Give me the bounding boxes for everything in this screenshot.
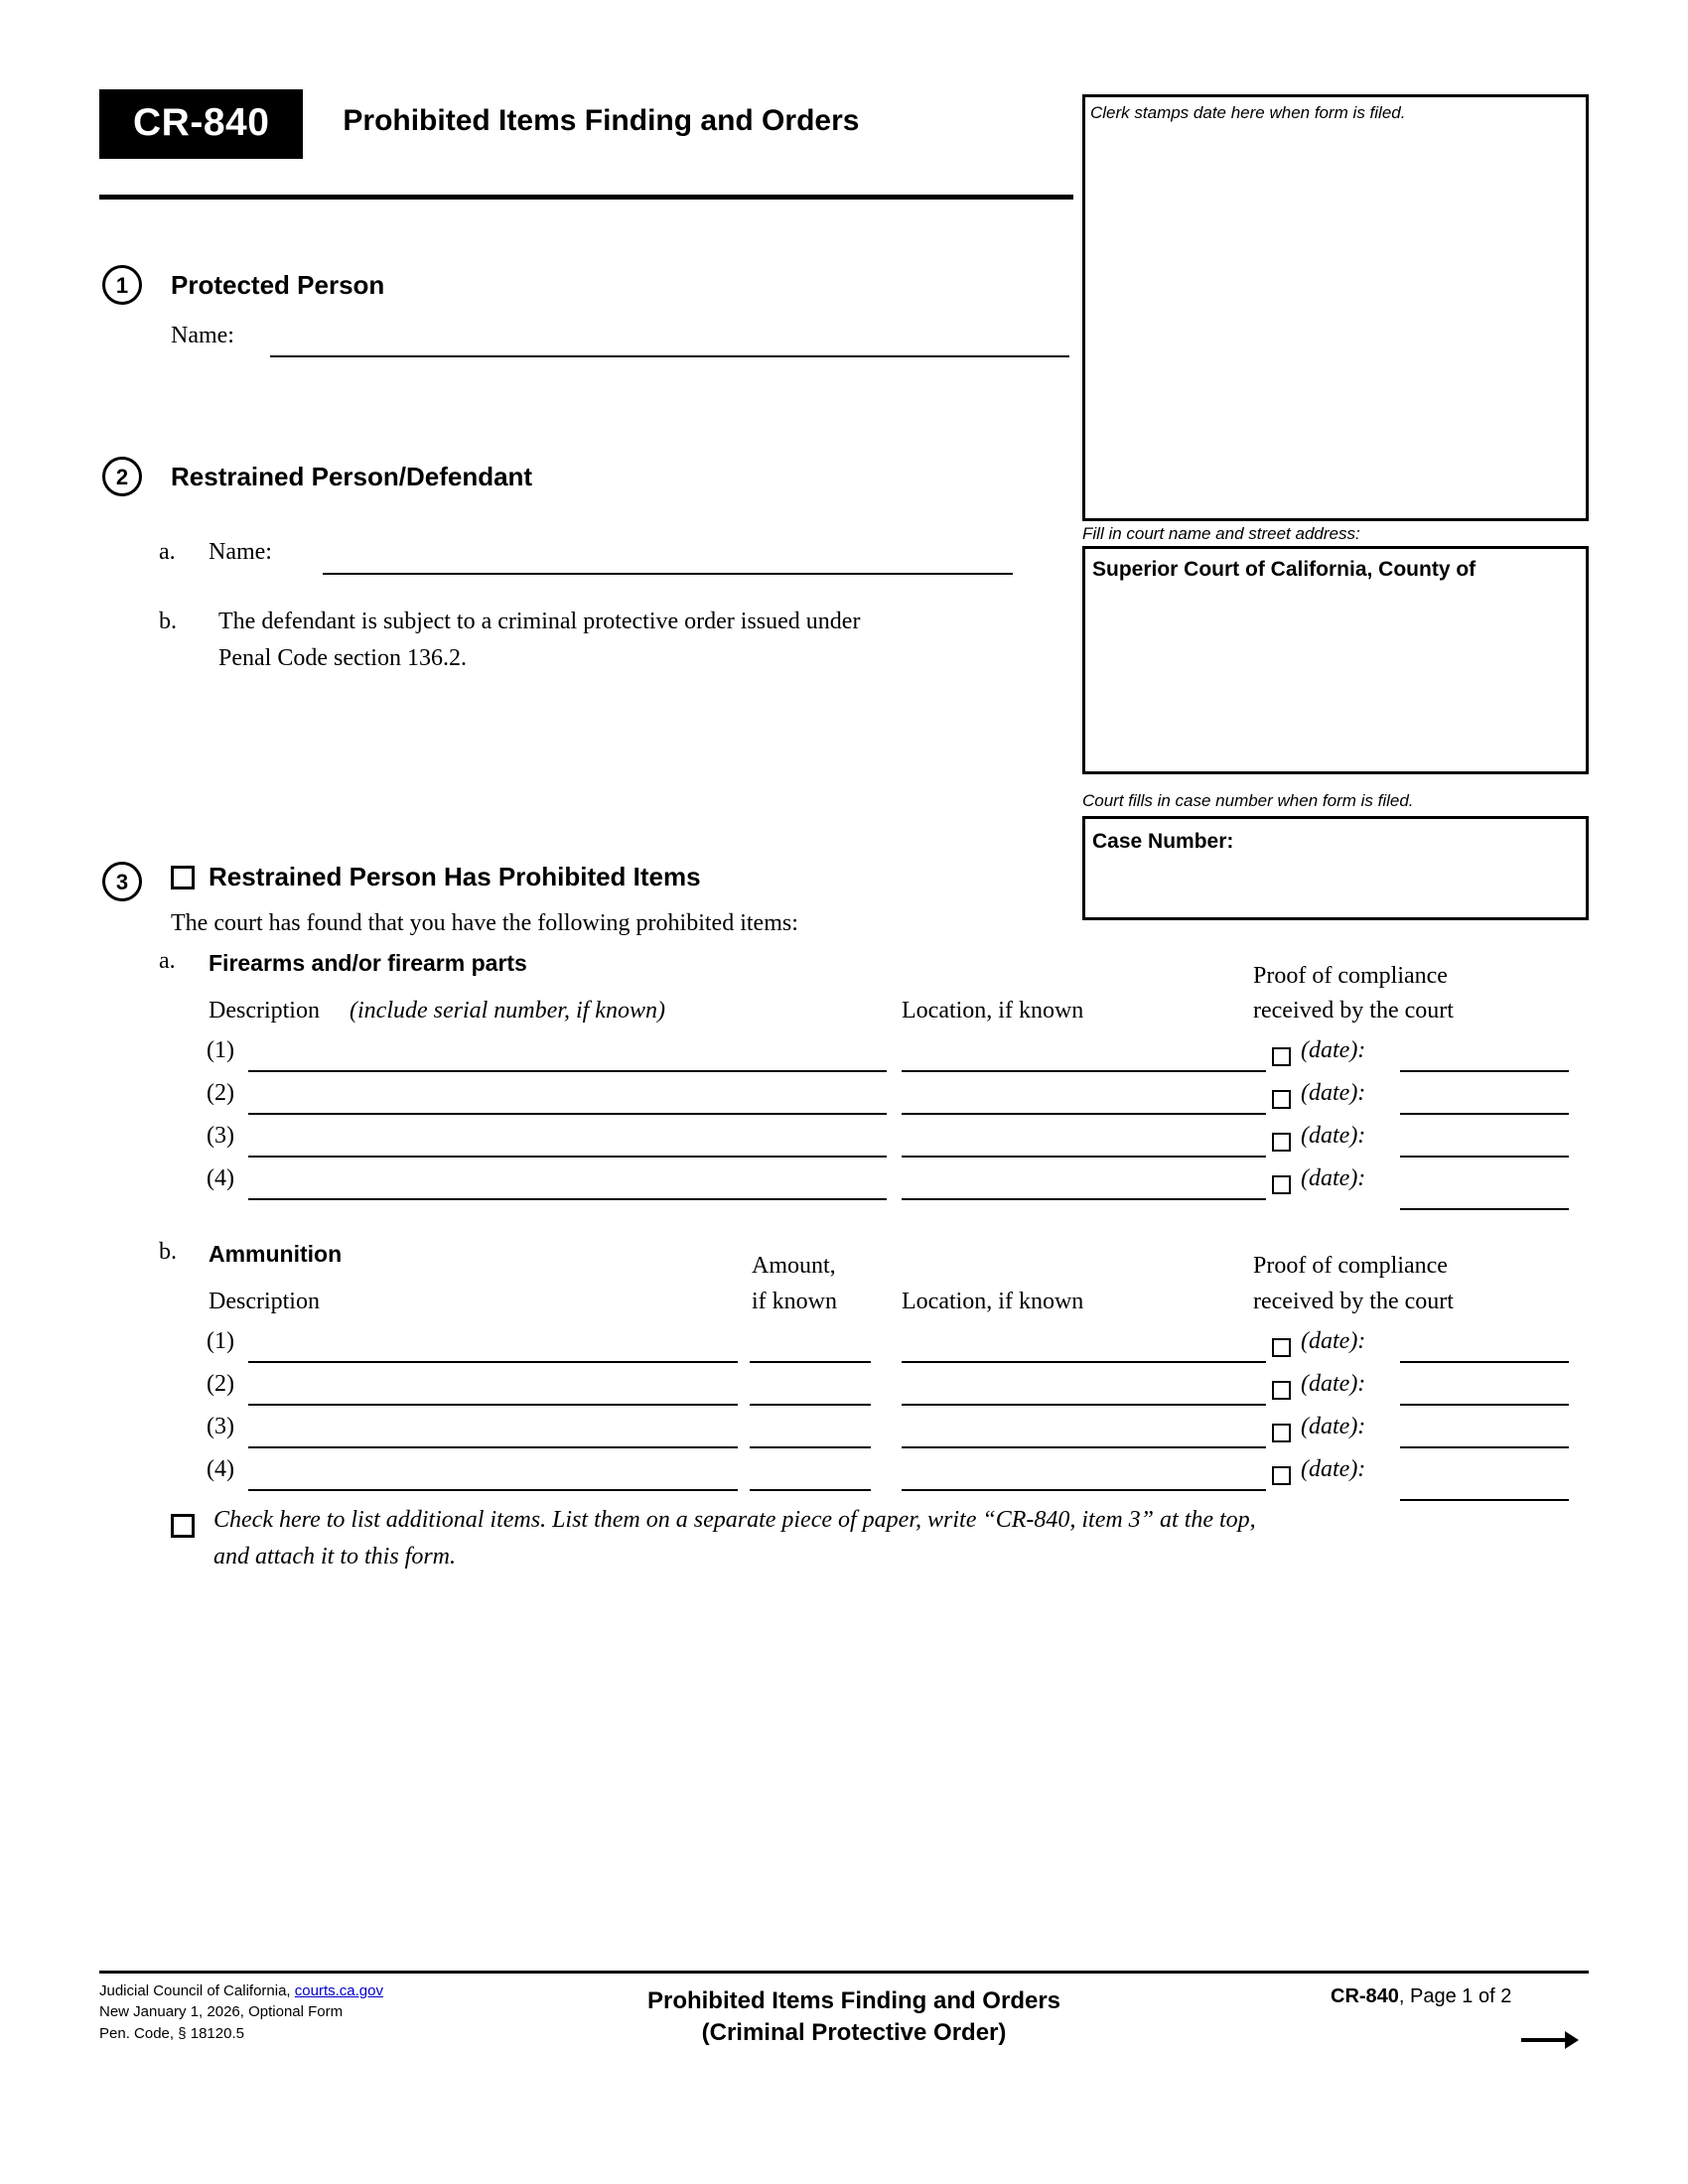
footer-title-line2: (Criminal Protective Order) — [701, 2019, 1007, 2047]
firearms-proof-line1: Proof of compliance — [1253, 963, 1448, 989]
additional-items-line1: Check here to list additional items. List them on a separate piece of paper, write “CR-840, item 3” at the top, — [213, 1507, 1256, 1533]
ammunition-proof-line1: Proof of compliance — [1253, 1253, 1448, 1279]
footer-divider — [99, 1971, 1589, 1974]
footer-form-number: CR-840 — [1331, 1985, 1399, 2007]
court-name-label: Superior Court of California, County of — [1092, 558, 1477, 581]
ammunition-row-2-number: (2) — [207, 1371, 234, 1397]
firearms-row-3-description-input[interactable] — [248, 1156, 887, 1158]
item-2b-letter: b. — [159, 609, 177, 634]
firearms-row-3-number: (3) — [207, 1123, 234, 1149]
firearms-row-1-proof-checkbox[interactable] — [1272, 1047, 1291, 1066]
form-title: Prohibited Items Finding and Orders — [343, 104, 860, 137]
ammunition-row-1-number: (1) — [207, 1328, 234, 1354]
item-2b-text-line1: The defendant is subject to a criminal protective order issued under — [218, 609, 861, 634]
form-header — [99, 89, 1072, 159]
firearms-row-2-description-input[interactable] — [248, 1113, 887, 1115]
ammunition-row-1-date-label: (date): — [1301, 1328, 1366, 1354]
ammunition-row-4-proof-checkbox[interactable] — [1272, 1466, 1291, 1485]
ammunition-row-1-proof-checkbox[interactable] — [1272, 1338, 1291, 1357]
courts-website-link[interactable]: courts.ca.gov — [294, 1982, 383, 1999]
ammunition-row-4-amount-input[interactable] — [750, 1489, 871, 1491]
ammunition-row-4-date-input[interactable] — [1400, 1499, 1569, 1501]
protected-person-name-input[interactable] — [270, 355, 1069, 357]
firearms-row-4-location-input[interactable] — [902, 1198, 1266, 1200]
ammunition-row-2-proof-checkbox[interactable] — [1272, 1381, 1291, 1400]
ammunition-row-1-location-input[interactable] — [902, 1361, 1266, 1363]
ammunition-location-label: Location, if known — [902, 1289, 1084, 1314]
clerk-stamp-note: Clerk stamps date here when form is filed. — [1090, 103, 1406, 122]
additional-items-line2: and attach it to this form. — [213, 1544, 457, 1570]
firearms-row-1-description-input[interactable] — [248, 1070, 887, 1072]
ammunition-row-1-description-input[interactable] — [248, 1361, 738, 1363]
footer-right-block — [1331, 1985, 1511, 2008]
ammunition-description-label: Description — [209, 1289, 320, 1314]
firearms-row-2-location-input[interactable] — [902, 1113, 1266, 1115]
item-3a-letter: a. — [159, 948, 176, 974]
footer-center-block — [516, 1985, 1192, 2050]
case-number-label: Case Number: — [1092, 830, 1234, 853]
ammunition-row-3-location-input[interactable] — [902, 1446, 1266, 1448]
defendant-name-label: Name: — [209, 539, 272, 565]
ammunition-row-3-date-input[interactable] — [1400, 1446, 1569, 1448]
firearms-row-1-date-label: (date): — [1301, 1037, 1366, 1063]
firearms-row-3-location-input[interactable] — [902, 1156, 1266, 1158]
footer-revision-line: New January 1, 2026, Optional Form — [99, 2003, 344, 2021]
ammunition-row-2-amount-input[interactable] — [750, 1404, 871, 1406]
ammunition-amount-line1: Amount, — [752, 1253, 836, 1279]
ammunition-row-2-location-input[interactable] — [902, 1404, 1266, 1406]
firearms-row-3-date-input[interactable] — [1400, 1156, 1569, 1158]
defendant-name-input[interactable] — [323, 573, 1013, 575]
form-number-badge: CR-840 — [99, 89, 303, 159]
ammunition-row-2-date-label: (date): — [1301, 1371, 1366, 1397]
footer-council-text: Judicial Council of California, — [99, 1982, 295, 1999]
item-2-number: 2 — [102, 457, 142, 496]
ammunition-row-2-description-input[interactable] — [248, 1404, 738, 1406]
court-address-note: Fill in court name and street address: — [1082, 524, 1360, 543]
item-2a-letter: a. — [159, 539, 176, 565]
item-3-title: Restrained Person Has Prohibited Items — [209, 862, 701, 891]
next-page-arrow-icon — [1519, 2025, 1579, 2055]
item-3a-title: Firearms and/or firearm parts — [209, 950, 527, 976]
firearms-row-2-date-label: (date): — [1301, 1080, 1366, 1106]
firearms-row-4-number: (4) — [207, 1165, 234, 1191]
firearms-proof-line2: received by the court — [1253, 998, 1454, 1024]
footer-title-line1: Prohibited Items Finding and Orders — [646, 1987, 1061, 2014]
firearms-location-label: Location, if known — [902, 998, 1084, 1024]
ammunition-row-1-date-input[interactable] — [1400, 1361, 1569, 1363]
firearms-row-1-date-input[interactable] — [1400, 1070, 1569, 1072]
firearms-row-2-date-input[interactable] — [1400, 1113, 1569, 1115]
ammunition-proof-line2: received by the court — [1253, 1289, 1454, 1314]
clerk-stamp-box — [1082, 94, 1589, 521]
footer-page-number: , Page 1 of 2 — [1398, 1985, 1512, 2007]
ammunition-row-4-location-input[interactable] — [902, 1489, 1266, 1491]
additional-items-checkbox[interactable] — [171, 1514, 195, 1538]
ammunition-row-3-date-label: (date): — [1301, 1414, 1366, 1439]
ammunition-row-1-amount-input[interactable] — [750, 1361, 871, 1363]
firearms-row-4-date-label: (date): — [1301, 1165, 1366, 1191]
protected-person-name-label: Name: — [171, 323, 234, 348]
footer-left-block — [99, 1980, 383, 2044]
firearms-row-2-number: (2) — [207, 1080, 234, 1106]
firearms-row-1-number: (1) — [207, 1037, 234, 1063]
firearms-description-label: Description — [209, 998, 320, 1024]
ammunition-row-3-amount-input[interactable] — [750, 1446, 871, 1448]
item-3b-letter: b. — [159, 1239, 177, 1265]
ammunition-row-4-description-input[interactable] — [248, 1489, 738, 1491]
firearms-row-3-date-label: (date): — [1301, 1123, 1366, 1149]
item-2b-text-line2: Penal Code section 136.2. — [218, 645, 467, 671]
item-3-number: 3 — [102, 862, 142, 901]
item-1-number: 1 — [102, 265, 142, 305]
firearms-row-3-proof-checkbox[interactable] — [1272, 1133, 1291, 1152]
item-1-title: Protected Person — [171, 270, 385, 300]
footer-code-line: Pen. Code, § 18120.5 — [99, 2024, 244, 2042]
firearms-description-note: (include serial number, if known) — [350, 998, 665, 1024]
item-3-intro: The court has found that you have the following prohibited items: — [171, 910, 798, 936]
ammunition-row-3-proof-checkbox[interactable] — [1272, 1424, 1291, 1442]
firearms-row-2-proof-checkbox[interactable] — [1272, 1090, 1291, 1109]
ammunition-row-2-date-input[interactable] — [1400, 1404, 1569, 1406]
case-number-note: Court fills in case number when form is filed. — [1082, 791, 1414, 810]
header-divider — [99, 195, 1073, 200]
firearms-row-1-location-input[interactable] — [902, 1070, 1266, 1072]
ammunition-row-4-number: (4) — [207, 1456, 234, 1482]
firearms-row-4-date-input[interactable] — [1400, 1208, 1569, 1210]
firearms-row-4-proof-checkbox[interactable] — [1272, 1175, 1291, 1194]
item-3b-title: Ammunition — [209, 1241, 343, 1267]
ammunition-row-3-number: (3) — [207, 1414, 234, 1439]
ammunition-row-4-date-label: (date): — [1301, 1456, 1366, 1482]
ammunition-amount-line2: if known — [752, 1289, 837, 1314]
item-3-checkbox[interactable] — [171, 866, 195, 889]
ammunition-row-3-description-input[interactable] — [248, 1446, 738, 1448]
item-2-title: Restrained Person/Defendant — [171, 462, 533, 491]
firearms-row-4-description-input[interactable] — [248, 1198, 887, 1200]
footer-council-line — [99, 1980, 383, 2001]
